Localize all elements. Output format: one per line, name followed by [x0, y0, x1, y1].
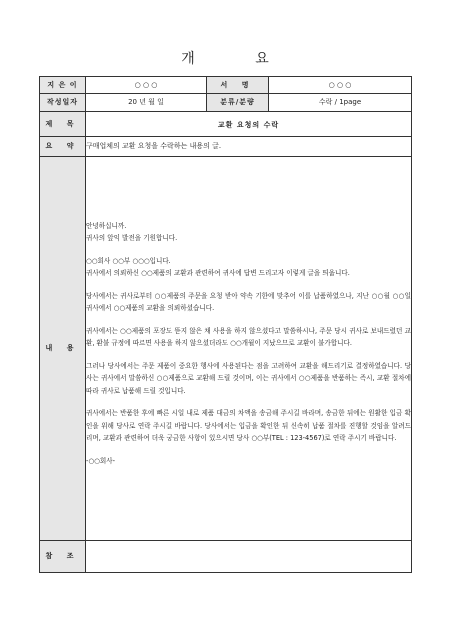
author-row — [40, 77, 412, 94]
sign-label: 서 명 — [207, 77, 269, 94]
subject-label: 제 목 — [40, 112, 86, 137]
category-value: 수락 / 1page — [269, 94, 412, 112]
content-row — [40, 157, 412, 541]
content-paragraph-signature: -○○회사- — [86, 456, 116, 465]
content-paragraph-greeting: 안녕하십니까. 귀사의 앞익 발전을 기원합니다. — [86, 221, 178, 243]
summary-row — [40, 137, 412, 157]
content-paragraph-order: 당사에서는 귀사로부터 ○○제품의 주문을 요청 받아 약속 기한에 맞추어 이를 납품하였으나, 지난 ○○월 ○○일 귀사에서 ○○제품의 교환을 의뢰하셨습니다. — [86, 291, 411, 313]
subject-value: 교환 요청의 수락 — [86, 112, 412, 137]
content-paragraph-decision: 그러나 당사에서는 주문 제품이 중요한 행사에 사용된다는 점을 고려하여 교환을 해드리기로 결정하였습니다. 당사는 귀사에서 말씀하신 ○○제품으로 교환해 드릴 것이며, 이는 귀사에서 ○○제품을 반품하는 즉시, 교환 절차에 따라 귀사로 납품해 드릴 것입니다. — [86, 361, 411, 395]
content-body — [86, 157, 412, 541]
subject-row — [40, 112, 412, 137]
content-paragraph-intro: ○○회사 ○○부 ○○○입니다. 귀사에서 의뢰하신 ○○제품의 교환과 관련하여 귀사에 답변 드리고자 이렇게 글을 띄웁니다. — [86, 256, 350, 278]
summary-label: 요 약 — [40, 137, 86, 157]
content-label: 내 용 — [40, 157, 86, 541]
date-value: 20 년 월 일 — [86, 94, 207, 112]
author-label: 지 은 이 — [40, 77, 86, 94]
reference-label: 참 조 — [40, 541, 86, 573]
date-row — [40, 94, 412, 112]
author-value: ○ ○ ○ — [86, 77, 207, 94]
category-label: 분류/분량 — [207, 94, 269, 112]
sign-value: ○ ○ ○ — [269, 77, 412, 94]
summary-value: 구매업체의 교환 요청을 수락하는 내용의 글. — [86, 137, 412, 157]
content-paragraph-policy: 귀사에서는 ○○제품의 포장도 뜯지 않은 채 사용을 하지 않으셨다고 말씀하시나, 주문 당시 귀사로 보내드렸던 교환, 환불 규정에 따르면 사용을 하지 않으셨더라도 ○○개월이 지났으므로 교환이 불가합니다. — [86, 326, 411, 348]
page-title: 개 요 — [181, 51, 297, 67]
overview-form-table — [39, 76, 412, 573]
date-label: 작성일자 — [40, 94, 86, 112]
reference-row — [40, 541, 412, 573]
content-paragraph-payment: 귀사에서는 반품한 후에 빠른 시일 내로 제품 대금의 차액을 송금해 주시길 바라며, 송금한 뒤에는 원활한 입금 확인을 위해 당사로 연락 주시길 바랍니다. 당사에서는 입금을 확인한 뒤 신속히 납품 절차를 진행할 것임을 알려드리며, 교환과 관련하여 더욱 궁금한 사항이 있으시면 당사 ○○부(TEL : 123-4567)로 연락 주시기 바랍니다. — [86, 409, 411, 443]
reference-value — [86, 541, 412, 573]
